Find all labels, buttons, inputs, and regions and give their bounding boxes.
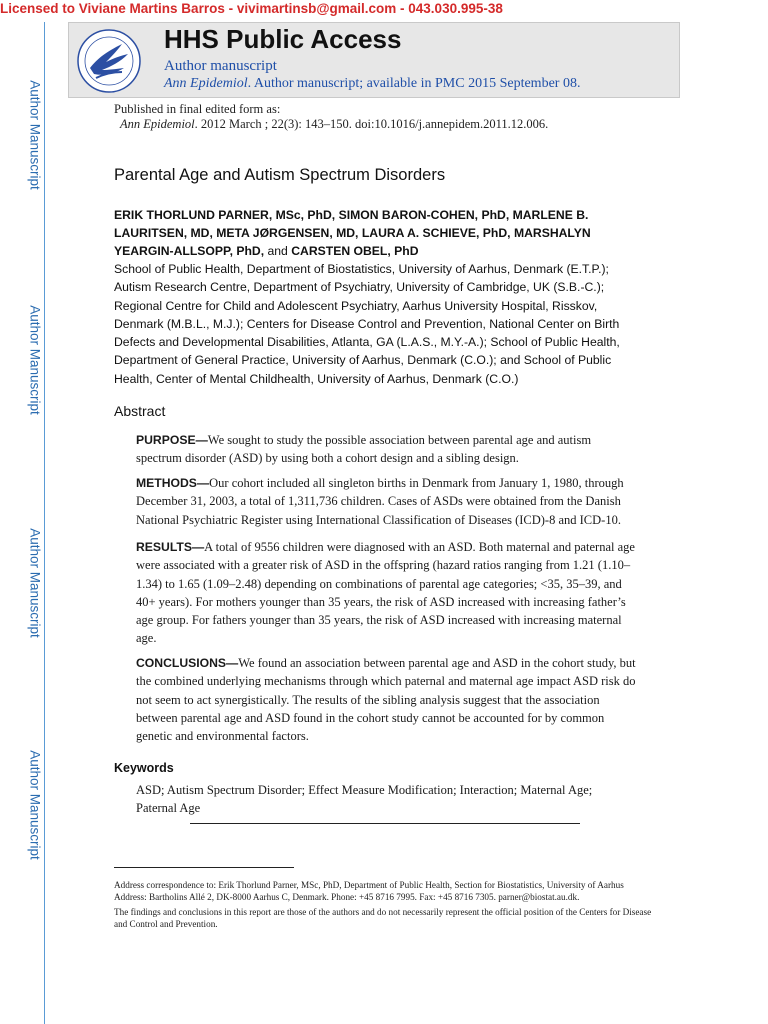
abstract-results: RESULTS—A total of 9556 children were diagnosed with an ASD. Both maternal and paternal age were associated with a greater risk of ASD in the offspring (hazard ratios ranging from 1.21 (1.10–1.34) to 1.65 (1.09–2.48) depending on combinations of parental age categories; <35, 35–39, and 40+ years). For mothers younger than 35 years, the risk of ASD increased with increasing father’s age group. For fathers younger than 35 years, the risk of ASD increased with increasing maternal age. xyxy=(136,540,635,646)
citation-journal: Ann Epidemiol xyxy=(120,117,195,131)
hhs-eagle-seal-icon xyxy=(76,28,142,94)
abstract-heading: Abstract xyxy=(114,403,166,419)
keywords-heading: Keywords xyxy=(114,761,174,775)
disclaimer-footnote: The findings and conclusions in this report are those of the authors and do not necessarily represent the official position of the Centers for Disease and Control and Prevention. xyxy=(114,907,652,929)
methods-label: METHODS— xyxy=(136,476,210,490)
license-banner: Licensed to Viviane Martins Barros - vivimartinsb@gmail.com - 043.030.995-38 xyxy=(0,1,503,16)
footnote-divider xyxy=(114,867,294,868)
section-divider xyxy=(190,823,580,824)
side-label-2: Author Manuscript xyxy=(27,305,43,415)
header-journal: Ann Epidemiol xyxy=(164,76,248,91)
conclusions-label: CONCLUSIONS— xyxy=(136,656,239,670)
author-list xyxy=(114,206,634,260)
abstract-methods: METHODS—Our cohort included all singleton births in Denmark from January 1, 1980, through December 31, 2003, a total of 1,311,736 children. Cases of ASDs were obtained from the Danish National Psychiatric Register using International Classification of Diseases (ICD)-8 and ICD-10. xyxy=(136,476,624,527)
pmc-availability: Ann Epidemiol. Author manuscript; available in PMC 2015 September 08. xyxy=(164,76,581,91)
side-label-4: Author Manuscript xyxy=(27,750,43,860)
header-subtitle: Author manuscript xyxy=(164,58,277,74)
correspondence-footnote: Address correspondence to: Erik Thorlund Parner, MSc, PhD, Department of Public Health, Section for Biostatistics, University of Aarhus Address: Bartholins Allé 2, DK-8000 Aarhus C, Denmark. Phone: +45 8716 7995. Fax: +45 8716 7305. parner@biostat.au.dk. xyxy=(114,880,624,902)
side-label-3: Author Manuscript xyxy=(27,528,43,638)
published-label: Published in final edited form as: xyxy=(114,102,281,116)
abstract-purpose: PURPOSE—We sought to study the possible association between parental age and autism spectrum disorder (ASD) by using both a cohort design and a sibling design. xyxy=(136,433,592,466)
author-line: ERIK THORLUND PARNER, MSc, PhD, SIMON BARON-COHEN, PhD, MARLENE B. xyxy=(114,208,589,222)
hhs-title: HHS Public Access xyxy=(164,24,402,54)
abstract-conclusions: CONCLUSIONS—We found an association between parental age and ASD in the cohort study, but the combined underlying mechanisms through which paternal and maternal age impact ASD risk do not seem to act synergistically. The results of the sibling analysis suggest that the association between parental age and ASD found in the cohort study cannot be accounted for by common genetic and environmental factors. xyxy=(136,656,636,744)
results-label: RESULTS— xyxy=(136,540,205,554)
purpose-label: PURPOSE— xyxy=(136,433,208,447)
author-line: LAURITSEN, MD, META JØRGENSEN, MD, LAURA A. SCHIEVE, PhD, MARSHALYN xyxy=(114,226,591,240)
citation: Ann Epidemiol. 2012 March ; 22(3): 143–150. doi:10.1016/j.annepidem.2011.12.006. xyxy=(120,117,549,131)
paper-title: Parental Age and Autism Spectrum Disorders xyxy=(114,166,446,184)
keywords-list: ASD; Autism Spectrum Disorder; Effect Measure Modification; Interaction; Maternal Age; Paternal Age xyxy=(136,783,593,815)
affiliations: School of Public Health, Department of Biostatistics, University of Aarhus, Denmark (E.T.P.); Autism Research Centre, Department of Psychiatry, University of Cambridge, UK (S.B.-C.); Regional Centre for Child and Adolescent Psychiatry, Aarhus University Hospital, Risskov, Denmark (M.B.L., M.J.); Centers for Disease Control and Prevention, National Center on Birth Defects and Developmental Disabilities, Atlanta, GA (L.A.S., M.Y.-A.); School of Public Health, Department of General Practice, University of Aarhus, Denmark (C.O.); and School of Public Health, Center of Mental Childhealth, University of Aarhus, Denmark (C.O.) xyxy=(114,262,620,386)
side-label-1: Author Manuscript xyxy=(27,80,43,190)
author-line: YEARGIN-ALLSOPP, PhD, and CARSTEN OBEL, PhD xyxy=(114,244,419,258)
